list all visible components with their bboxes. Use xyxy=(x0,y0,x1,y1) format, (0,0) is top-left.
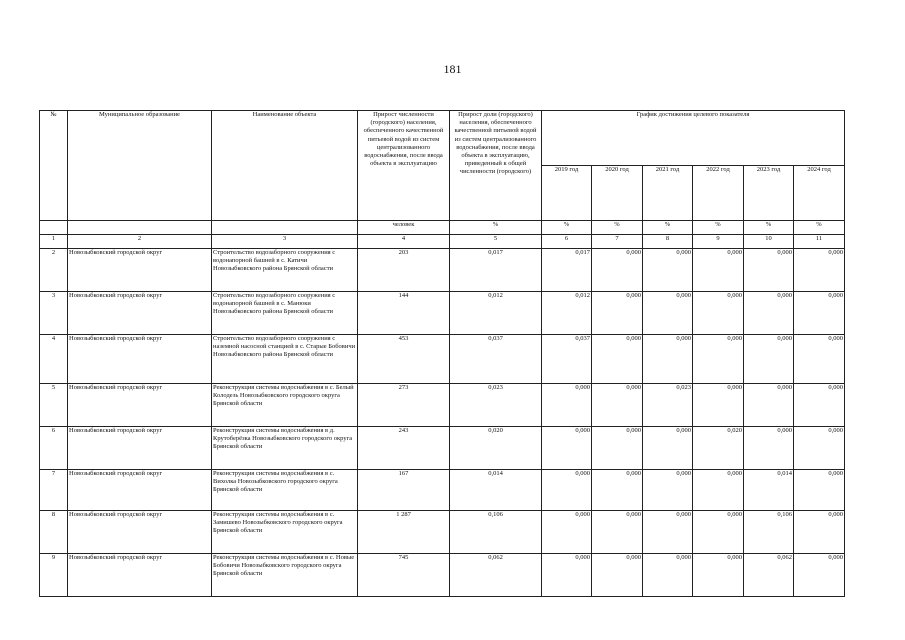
year-value-cell: 0,012 xyxy=(542,292,592,335)
year-value-cell: 0,000 xyxy=(794,554,845,597)
unit-percent: % xyxy=(693,221,744,235)
header-municipality: Муниципальное образование xyxy=(68,111,212,221)
object-cell: Строительство водозаборного сооружения с водонапорной башней в с. Катичи Новозыбковского района Брянской области xyxy=(212,249,358,292)
column-number: 6 xyxy=(542,235,592,249)
row-number: 6 xyxy=(40,427,68,470)
year-value-cell: 0,000 xyxy=(744,292,794,335)
municipality-cell: Новозыбковский городской округ xyxy=(68,335,212,384)
year-value-cell: 0,037 xyxy=(542,335,592,384)
year-value-cell: 0,023 xyxy=(643,384,693,427)
year-value-cell: 0,000 xyxy=(693,554,744,597)
target-indicator-table xyxy=(39,110,845,597)
share-cell: 0,062 xyxy=(450,554,542,597)
table-body xyxy=(40,249,845,597)
people-cell: 243 xyxy=(358,427,450,470)
header-population-growth: Прирост численности (городского) населения, обеспеченного качественной питьевой водой из систем централизованного водоснабжения, после ввода объекта в эксплуатацию xyxy=(358,111,450,221)
row-number: 9 xyxy=(40,554,68,597)
header-no: № xyxy=(40,111,68,221)
year-value-cell: 0,000 xyxy=(693,511,744,554)
row-number: 7 xyxy=(40,470,68,511)
table-row xyxy=(40,249,845,292)
year-value-cell: 0,000 xyxy=(744,249,794,292)
header-year: 2020 год xyxy=(592,166,643,221)
year-value-cell: 0,000 xyxy=(794,470,845,511)
year-value-cell: 0,000 xyxy=(693,249,744,292)
year-value-cell: 0,000 xyxy=(592,554,643,597)
column-number: 1 xyxy=(40,235,68,249)
year-value-cell: 0,000 xyxy=(794,427,845,470)
municipality-cell: Новозыбковский городской округ xyxy=(68,384,212,427)
year-value-cell: 0,000 xyxy=(542,470,592,511)
year-value-cell: 0,020 xyxy=(693,427,744,470)
header-year: 2021 год xyxy=(643,166,693,221)
year-value-cell: 0,014 xyxy=(744,470,794,511)
row-number: 5 xyxy=(40,384,68,427)
municipality-cell: Новозыбковский городской округ xyxy=(68,249,212,292)
year-value-cell: 0,000 xyxy=(744,335,794,384)
people-cell: 203 xyxy=(358,249,450,292)
year-value-cell: 0,000 xyxy=(592,384,643,427)
year-value-cell: 0,000 xyxy=(592,427,643,470)
table-row xyxy=(40,427,845,470)
people-cell: 167 xyxy=(358,470,450,511)
year-value-cell: 0,000 xyxy=(643,511,693,554)
header-year: 2024 год xyxy=(794,166,845,221)
object-cell: Реконструкция системы водоснабжения в с. Новые Бобовичи Новозыбковского городского округа Брянской области xyxy=(212,554,358,597)
share-cell: 0,017 xyxy=(450,249,542,292)
year-value-cell: 0,000 xyxy=(744,427,794,470)
column-number: 4 xyxy=(358,235,450,249)
share-cell: 0,020 xyxy=(450,427,542,470)
people-cell: 144 xyxy=(358,292,450,335)
unit-people: человек xyxy=(358,221,450,235)
column-number: 8 xyxy=(643,235,693,249)
row-number: 4 xyxy=(40,335,68,384)
table-row xyxy=(40,470,845,511)
year-value-cell: 0,000 xyxy=(542,511,592,554)
year-value-cell: 0,000 xyxy=(592,511,643,554)
people-cell: 453 xyxy=(358,335,450,384)
header-year: 2022 год xyxy=(693,166,744,221)
column-number: 3 xyxy=(212,235,358,249)
year-value-cell: 0,000 xyxy=(592,470,643,511)
share-cell: 0,014 xyxy=(450,470,542,511)
year-value-cell: 0,000 xyxy=(794,335,845,384)
header-object: Наименование объекта xyxy=(212,111,358,221)
unit-percent: % xyxy=(794,221,845,235)
year-value-cell: 0,000 xyxy=(643,335,693,384)
column-number: 7 xyxy=(592,235,643,249)
table-row xyxy=(40,554,845,597)
year-value-cell: 0,000 xyxy=(542,554,592,597)
year-value-cell: 0,000 xyxy=(794,292,845,335)
municipality-cell: Новозыбковский городской округ xyxy=(68,470,212,511)
people-cell: 745 xyxy=(358,554,450,597)
share-cell: 0,023 xyxy=(450,384,542,427)
year-value-cell: 0,000 xyxy=(643,554,693,597)
share-cell: 0,037 xyxy=(450,335,542,384)
year-value-cell: 0,000 xyxy=(693,470,744,511)
column-number: 10 xyxy=(744,235,794,249)
year-value-cell: 0,000 xyxy=(542,384,592,427)
year-value-cell: 0,000 xyxy=(693,335,744,384)
header-year: 2023 год xyxy=(744,166,794,221)
year-value-cell: 0,000 xyxy=(794,384,845,427)
year-value-cell: 0,106 xyxy=(744,511,794,554)
header-schedule: График достижения целевого показателя xyxy=(542,111,845,166)
row-number: 2 xyxy=(40,249,68,292)
people-cell: 1 287 xyxy=(358,511,450,554)
row-number: 3 xyxy=(40,292,68,335)
year-value-cell: 0,062 xyxy=(744,554,794,597)
column-number: 5 xyxy=(450,235,542,249)
year-value-cell: 0,000 xyxy=(592,249,643,292)
object-cell: Строительство водозаборного сооружения с наземной насосной станцией в с. Старые Бобовичи Новозыбковского района Брянской области xyxy=(212,335,358,384)
column-number: 2 xyxy=(68,235,212,249)
object-cell: Реконструкция системы водоснабжения в с. Вихолка Новозыбковского городского округа Брянской области xyxy=(212,470,358,511)
unit-percent: % xyxy=(744,221,794,235)
year-value-cell: 0,000 xyxy=(643,470,693,511)
year-value-cell: 0,000 xyxy=(592,335,643,384)
object-cell: Строительство водозаборного сооружения с водонапорной башней в с. Манюки Новозыбковского района Брянской области xyxy=(212,292,358,335)
year-value-cell: 0,000 xyxy=(744,384,794,427)
column-number: 9 xyxy=(693,235,744,249)
table-row xyxy=(40,335,845,384)
share-cell: 0,012 xyxy=(450,292,542,335)
object-cell: Реконструкция системы водоснабжения в с. Белый Колодезь Новозыбковского городского округа Брянской области xyxy=(212,384,358,427)
year-value-cell: 0,000 xyxy=(643,292,693,335)
page-number: 181 xyxy=(443,62,462,76)
table-row xyxy=(40,511,845,554)
year-value-cell: 0,000 xyxy=(542,427,592,470)
share-cell: 0,106 xyxy=(450,511,542,554)
object-cell: Реконструкция системы водоснабжения в д. Крутоберёзка Новозыбковского городского округа Брянской области xyxy=(212,427,358,470)
municipality-cell: Новозыбковский городской округ xyxy=(68,511,212,554)
year-value-cell: 0,000 xyxy=(592,292,643,335)
municipality-cell: Новозыбковский городской округ xyxy=(68,554,212,597)
object-cell: Реконструкция системы водоснабжения в с. Замишево Новозыбковского городского округа Брянской области xyxy=(212,511,358,554)
year-value-cell: 0,000 xyxy=(794,511,845,554)
municipality-cell: Новозыбковский городской округ xyxy=(68,292,212,335)
year-value-cell: 0,000 xyxy=(693,384,744,427)
header-share-growth: Прирост доли (городского) населения, обеспеченного качественной питьевой водой из систем централизованного водоснабжения, после ввода объекта в эксплуатацию, приведенный к общей численности (городского) xyxy=(450,111,542,221)
people-cell: 273 xyxy=(358,384,450,427)
year-value-cell: 0,000 xyxy=(794,249,845,292)
year-value-cell: 0,000 xyxy=(643,427,693,470)
header-year: 2019 год xyxy=(542,166,592,221)
table-row xyxy=(40,292,845,335)
unit-percent: % xyxy=(542,221,592,235)
unit-percent: % xyxy=(643,221,693,235)
column-number: 11 xyxy=(794,235,845,249)
municipality-cell: Новозыбковский городской округ xyxy=(68,427,212,470)
table-row xyxy=(40,384,845,427)
year-value-cell: 0,017 xyxy=(542,249,592,292)
unit-share: % xyxy=(450,221,542,235)
year-value-cell: 0,000 xyxy=(693,292,744,335)
year-value-cell: 0,000 xyxy=(643,249,693,292)
row-number: 8 xyxy=(40,511,68,554)
unit-percent: % xyxy=(592,221,643,235)
